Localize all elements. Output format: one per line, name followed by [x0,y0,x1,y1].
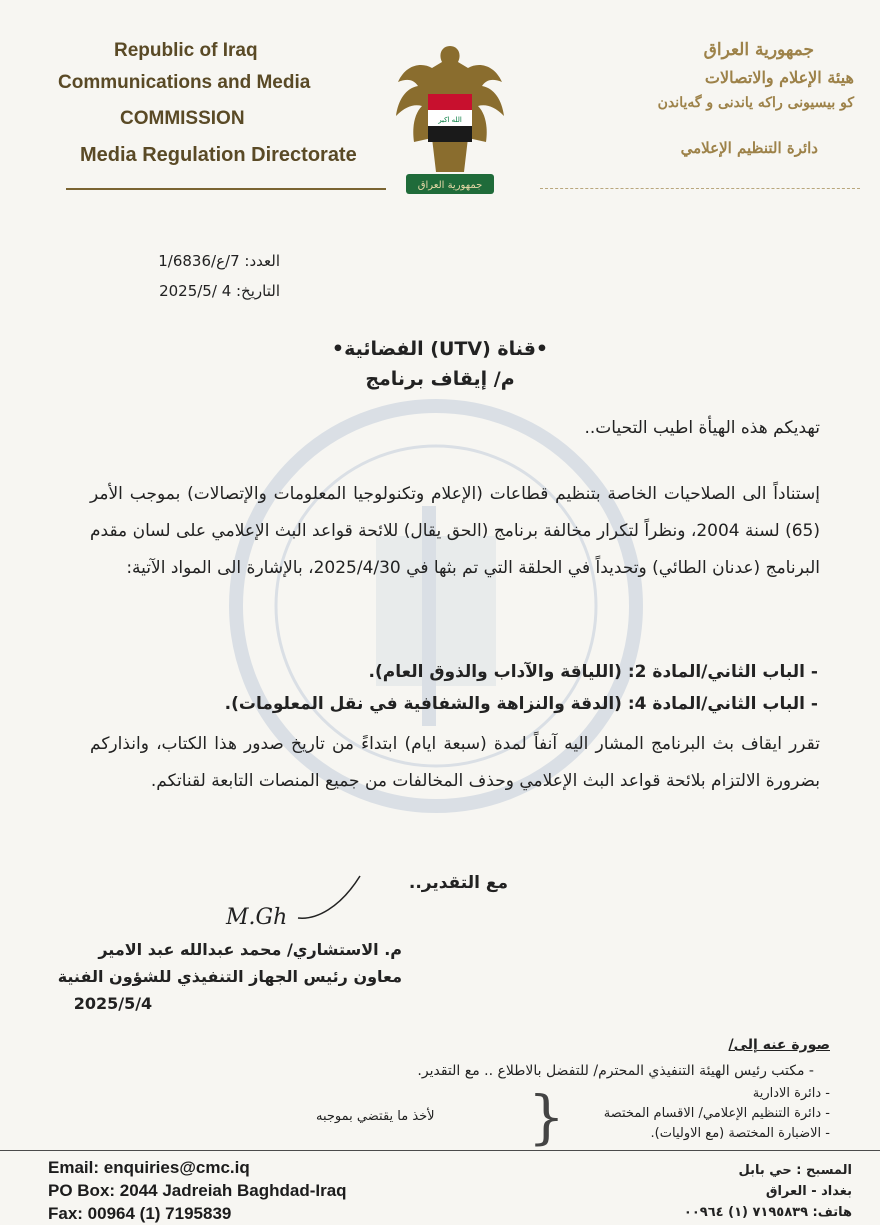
body-paragraph-1-text: إستناداً الى الصلاحيات الخاصة بتنظيم قطاعات (الإعلام وتكنولوجيا المعلومات والإتصالات) بموجب الأمر (65) لسنة 2004، ونظراً لتكرار مخالفة برنامج (الحق يقال) للائحة قواعد البث الإعلامي على لسان مقدم البرنامج (عدنان الطائي) وتحديداً في الحلقة التي تم بثها في 2025/4/30، بالإشارة الى المواد الآتية: [90,484,820,578]
letter-number: العدد: 7/ع/1/6836 [158,252,280,270]
body-paragraph-1 [90,476,820,587]
flag-takbir-text: الله اكبر [438,116,462,124]
list-item: - دائرة التنظيم الإعلامي/ الاقسام المختصة [603,1106,830,1121]
signature-text: M.Gh [226,905,288,930]
body-paragraph-2 [90,726,820,800]
header-ar-directorate: دائرة التنظيم الإعلامي [680,139,818,157]
letter-reference [158,246,280,306]
header-english [58,40,388,167]
handwritten-signature [220,868,370,938]
footer-ar-city: بغداد - العراق [765,1184,852,1199]
header-rule-right [540,188,860,189]
header-arabic [554,40,854,157]
emblem-scroll-text: جمهورية العراق [417,180,483,191]
cc-action: لأخذ ما يقتضي بموجبه [316,1109,435,1124]
header-en-commission-line1: Communications and Media [58,72,311,93]
letter-date: التاريخ: 4 /2025/5 [159,282,280,300]
cc-title: صورة عنه إلى/ [728,1037,830,1053]
list-item: - الاضبارة المختصة (مع الاوليات). [650,1126,830,1141]
body-paragraph-2-text: تقرر ايقاف بث البرنامج المشار اليه آنفاً لمدة (سبعة ايام) ابتداءً من تاريخ صدور هذا الكتاب، وانذاركم بضرورة الالتزام بلائحة قواعد البث الإعلامي وحذف المخالفات من جميع المنصات التابعة لقناتكم. [90,734,820,791]
signer-name: م. الاستشاري/ محمد عبدالله عبد الامير [98,940,402,959]
cc-list [604,1084,830,1144]
signed-date: 2025/5/4 [73,994,153,1013]
greeting: تهديكم هذه الهيأة اطيب التحيات.. [584,418,820,438]
signer-title: معاون رئيس الجهاز التنفيذي للشؤون الفنية [57,967,402,986]
header-en-country: Republic of Iraq [114,40,258,61]
footer-ar-phone: هاتف: ٧١٩٥٨٣٩ (١) ٠٠٩٦٤ [683,1205,852,1220]
signature-block [58,936,402,1017]
list-item: - دائرة الادارية [752,1086,830,1101]
footer-pobox: PO Box: 2044 Jadreiah Baghdad-Iraq [48,1181,347,1200]
footer-fax: Fax: 00964 (1) 7195839 [48,1204,232,1223]
footer-rule [0,1150,880,1151]
footer-contact-ar [684,1160,852,1223]
list-item: - الباب الثاني/المادة 4: (الدقة والنزاهة والشفافية في نقل المعلومات). [224,694,818,714]
header-rule-left [66,188,386,190]
footer-email: Email: enquiries@cmc.iq [48,1158,250,1177]
footer-contact-en [48,1156,347,1225]
footer-ar-address: المسبح : حي بابل [738,1163,852,1178]
iraq-eagle-emblem-icon [392,42,508,202]
list-item: - الباب الثاني/المادة 2: (اللياقة والآداب والذوق العام). [368,662,818,682]
header-kurdish-commission: كو بيسيونى راكه ياندنى و گەياندن [657,95,854,111]
header-en-directorate: Media Regulation Directorate [80,144,357,166]
closing-regards: مع التقدير.. [408,873,508,893]
subject-line: م/ إيقاف برنامج [365,368,515,390]
violated-articles-list [225,656,818,720]
recipient-channel: •قناة (UTV) الفضائية• [331,338,549,360]
header-ar-commission: هيئة الإعلام والاتصالات [704,68,854,87]
header-ar-country: جمهورية العراق [703,40,814,60]
cc-line: - مكتب رئيس الهيئة التنفيذي المحترم/ للتفضل بالاطلاع .. مع التقدير. [417,1063,814,1079]
cc-brace: } [528,1083,565,1151]
header-en-commission-line2: COMMISSION [120,108,245,129]
